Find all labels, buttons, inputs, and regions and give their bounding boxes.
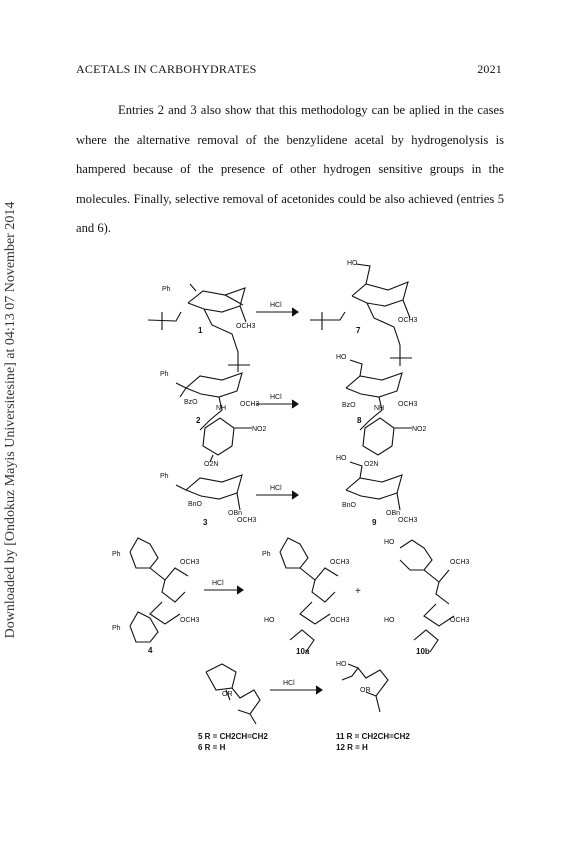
och3-label: OCH3 [236,323,256,330]
compound-number-3: 3 [203,518,208,527]
legend-right-line-1: 11 R = CH2CH=CH2 [336,732,410,741]
obn-label: OBn [386,510,401,517]
ph-label: Ph [162,286,171,293]
compound-number-10b: 10b [416,647,430,656]
ho-label: HO [336,354,347,361]
or-label: OR [360,687,371,694]
ph-label: Ph [112,625,121,632]
reaction-arrow-2 [256,400,298,408]
obn-label: OBn [228,510,243,517]
bno-label: BnO [188,501,203,508]
ph-label: Ph [112,551,121,558]
ph-label: Ph [262,551,271,558]
ho-label: HO [336,661,347,668]
reagent-label-3: HCl [270,485,282,492]
plus-sign: + [355,586,361,597]
structure-4 [130,538,188,642]
och3-label: OCH3 [180,617,200,624]
bzo-label: BzO [184,399,198,406]
reaction-arrow-1 [256,308,298,316]
och3-label: OCH3 [398,517,418,524]
ho-label: HO [264,617,275,624]
reagent-label-5: HCl [283,680,295,687]
nh-label: NH [216,405,227,412]
or-label: OR [222,691,233,698]
structure-5-6 [206,664,260,724]
reagent-label-1: HCl [270,302,282,309]
structure-2 [176,373,252,462]
bzo-label: BzO [342,402,356,409]
ho-label: HO [384,617,395,624]
compound-number-2: 2 [196,416,201,425]
ho-label: HO [336,455,347,462]
ho-label: HO [384,539,395,546]
reaction-arrow-3 [256,491,298,499]
o2n-label: O2N [204,461,219,468]
download-watermark-text: Downloaded by [Ondokuz Mayis Universitesine] at 04:13 07 November 2014 [3,201,18,639]
och3-label: OCH3 [240,401,260,408]
no2-label: NO2 [412,426,427,433]
och3-label: OCH3 [330,559,350,566]
legend-left-line-2: 6 R = H [198,743,226,752]
compound-number-4: 4 [148,646,153,655]
legend-right-line-2: 12 R = H [336,743,368,752]
compound-number-8: 8 [357,416,362,425]
page-number: 2021 [477,62,502,76]
reaction-arrow-4 [204,586,243,594]
och3-label: OCH3 [330,617,350,624]
och3-label: OCH3 [398,401,418,408]
ho-label: HO [347,260,358,267]
bno-label: BnO [342,502,357,509]
running-title: ACETALS IN CARBOHYDRATES [76,62,257,76]
compound-number-7: 7 [356,326,361,335]
structure-7 [310,264,412,366]
no2-label: NO2 [252,426,267,433]
och3-label: OCH3 [450,559,470,566]
o2n-label: O2N [364,461,379,468]
reaction-arrow-5 [270,686,322,694]
nh-label: NH [374,405,385,412]
compound-number-10a: 10a [296,647,310,656]
och3-label: OCH3 [180,559,200,566]
structure-10a [280,538,338,652]
compound-number-1: 1 [198,326,203,335]
structure-3 [176,475,242,510]
structure-10b [400,540,454,652]
och3-label: OCH3 [398,317,418,324]
reagent-label-2: HCl [270,394,282,401]
ph-label: Ph [160,371,169,378]
compound-number-9: 9 [372,518,377,527]
och3-label: OCH3 [237,517,257,524]
legend-left-line-1: 5 R = CH2CH=CH2 [198,732,268,741]
ph-label: Ph [160,473,169,480]
reagent-label-4: HCl [212,580,224,587]
paragraph-text: Entries 2 and 3 also show that this methodology can be aplied in the cases where the alternative removal of the benzylidene acetal by hydrogenolysis is hampered because of the presence of other hydrogen sensitive groups in the molecules. Finally, selective removal of acetonides could be also achieved (entries 5 and 6). [76,103,504,235]
och3-label: OCH3 [450,617,470,624]
